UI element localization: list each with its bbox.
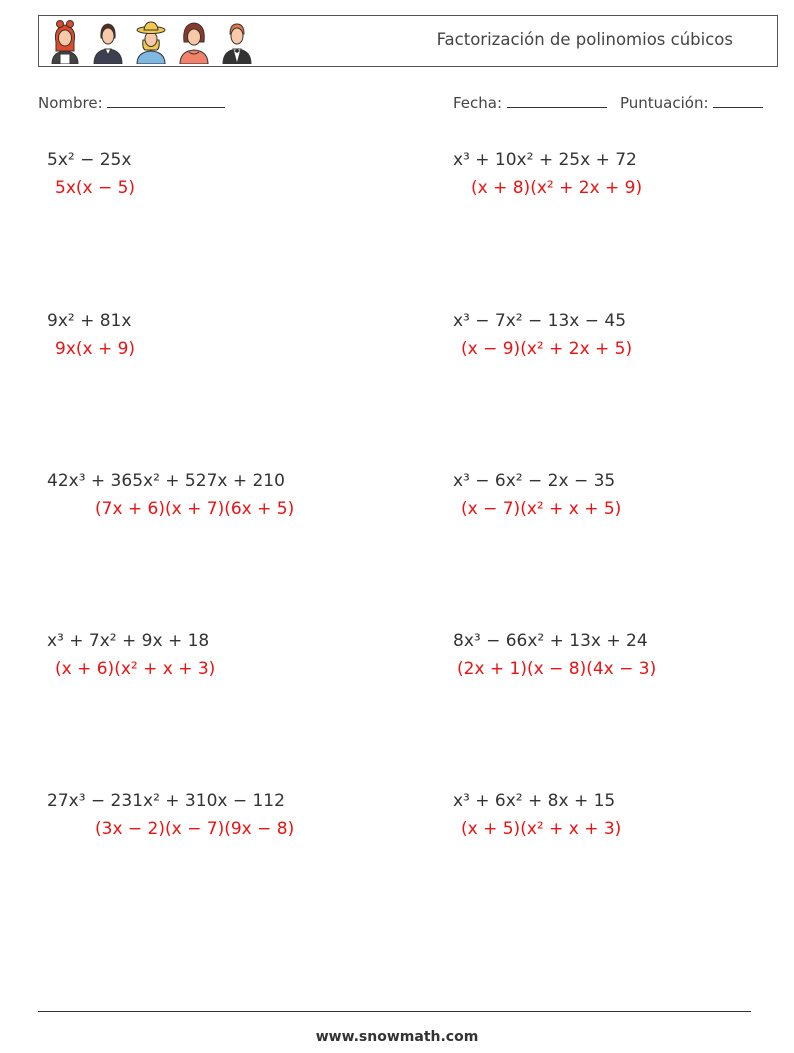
problem-answer: (x + 8)(x² + 2x + 9) (471, 178, 643, 198)
problem-answer: (7x + 6)(x + 7)(6x + 5) (95, 499, 295, 519)
score-label: Puntuación: (620, 94, 709, 112)
name-blank[interactable] (107, 93, 225, 108)
girl-straw-hat-avatar (133, 18, 169, 64)
worksheet-header (38, 15, 778, 67)
problem-answer: (2x + 1)(x − 8)(4x − 3) (457, 659, 657, 679)
woman-dark-hair-avatar (90, 18, 126, 64)
score-blank[interactable] (713, 93, 763, 108)
problem-question: 5x² − 25x (47, 150, 132, 170)
problem-8 (453, 631, 656, 679)
problem-question: 42x³ + 365x² + 527x + 210 (47, 471, 285, 491)
date-label: Fecha: (453, 94, 503, 112)
name-label: Nombre: (38, 94, 103, 112)
woman-red-shirt-avatar (176, 18, 212, 64)
problem-question: x³ + 7x² + 9x + 18 (47, 631, 210, 651)
problem-question: x³ + 10x² + 25x + 72 (453, 150, 637, 170)
problem-10 (453, 791, 621, 839)
date-blank[interactable] (507, 93, 607, 108)
avatar-strip (47, 18, 255, 64)
problem-answer: (x + 6)(x² + x + 3) (55, 659, 216, 679)
girl-red-hair-avatar (47, 18, 83, 64)
footer-divider (38, 1011, 751, 1012)
footer-url[interactable]: www.snowmath.com (315, 1029, 479, 1045)
problem-answer: (x − 7)(x² + x + 5) (461, 499, 622, 519)
problem-answer: 5x(x − 5) (55, 178, 136, 198)
problem-answer: (3x − 2)(x − 7)(9x − 8) (95, 819, 295, 839)
problem-answer: 9x(x + 9) (55, 339, 136, 359)
name-field (38, 93, 225, 112)
problem-question: 8x³ − 66x² + 13x + 24 (453, 631, 648, 651)
problem-question: 27x³ − 231x² + 310x − 112 (47, 791, 285, 811)
problem-2 (453, 150, 642, 198)
score-field (620, 93, 763, 112)
worksheet-title: Factorización de polinomios cúbicos (436, 30, 733, 49)
problem-9 (47, 791, 294, 839)
problem-question: x³ − 6x² − 2x − 35 (453, 471, 616, 491)
problem-4 (453, 311, 632, 359)
problem-answer: (x + 5)(x² + x + 3) (461, 819, 622, 839)
problem-question: x³ + 6x² + 8x + 15 (453, 791, 616, 811)
date-field (453, 93, 607, 112)
problem-7 (47, 631, 215, 679)
problem-6 (453, 471, 621, 519)
problem-3 (47, 311, 135, 359)
problem-question: x³ − 7x² − 13x − 45 (453, 311, 627, 331)
problem-answer: (x − 9)(x² + 2x + 5) (461, 339, 633, 359)
problem-question: 9x² + 81x (47, 311, 132, 331)
problem-5 (47, 471, 294, 519)
problem-1 (47, 150, 135, 198)
man-vest-avatar (219, 18, 255, 64)
